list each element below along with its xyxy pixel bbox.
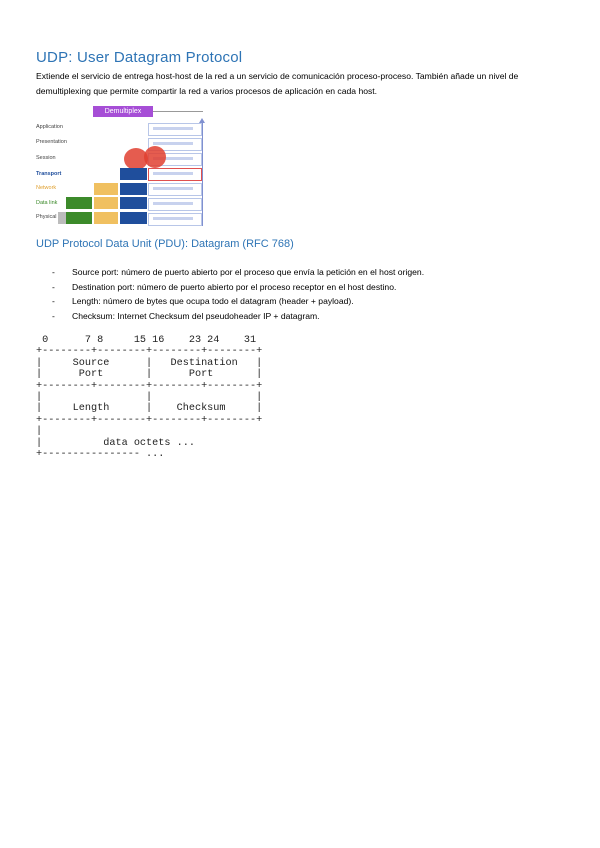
osi-demultiplex-figure	[36, 104, 206, 229]
network-block-b	[120, 183, 147, 195]
network-block-a	[94, 183, 118, 195]
layer-transport-label: Transport	[36, 171, 62, 177]
pdu-subheading: UDP Protocol Data Unit (PDU): Datagram (RFC 768)	[36, 238, 294, 250]
field-list	[52, 265, 424, 323]
datalink-block-b	[94, 197, 118, 209]
layer-row-physical	[148, 213, 202, 226]
list-item: - Checksum: Internet Checksum del pseudoheader IP + datagram.	[52, 310, 320, 321]
list-item: - Length: número de bytes que ocupa todo el datagram (header + payload).	[52, 296, 354, 306]
layer-physical-label: Physical	[36, 214, 57, 220]
figure-axis	[202, 122, 203, 226]
layer-application-label: Application	[36, 124, 63, 130]
layer-row-datalink	[148, 198, 202, 211]
physical-block-c	[94, 212, 118, 224]
up-arrow-icon	[199, 118, 205, 123]
udp-header-diagram: 0 7 8 15 16 23 24 31 +--------+--------+--------+--------+ | Source | Destination | | Port | Port | +--------+--------+--------+--------+ | | | | Length | Checksum | +--------+--------+--------+--------+ | | data octets ... +---------------- ...	[36, 335, 263, 461]
layer-presentation-label: Presentation	[36, 139, 67, 145]
figure-title: Demultiplex	[93, 106, 153, 117]
physical-block-a	[58, 212, 66, 224]
layer-datalink-label: Data link	[36, 200, 58, 206]
layer-row-transport	[148, 168, 202, 181]
datalink-block-c	[120, 197, 147, 209]
physical-block-d	[120, 212, 147, 224]
layer-row-network	[148, 183, 202, 196]
transport-block	[120, 168, 147, 180]
list-item: - Destination port: número de puerto abierto por el proceso receptor en el host destino.	[52, 281, 397, 292]
layer-session-label: Session	[36, 155, 56, 161]
page-heading: UDP: User Datagram Protocol	[36, 49, 243, 66]
demux-highlight-right	[144, 146, 166, 168]
datalink-block-a	[66, 197, 92, 209]
physical-block-b	[66, 212, 92, 224]
layer-network-label: Network	[36, 185, 57, 191]
figure-title-line	[153, 111, 203, 112]
list-item: - Source port: número de puerto abierto por el proceso que envía la petición en el host origen.	[52, 267, 425, 277]
layer-row-application	[148, 123, 202, 136]
intro-paragraph: Extiende el servicio de entrega host-host de la red a un servicio de comunicación proceso-proceso. También añade un nivel de demultiplexing que permite compartir la red a varios procesos de aplicación en cada host.	[36, 71, 519, 96]
